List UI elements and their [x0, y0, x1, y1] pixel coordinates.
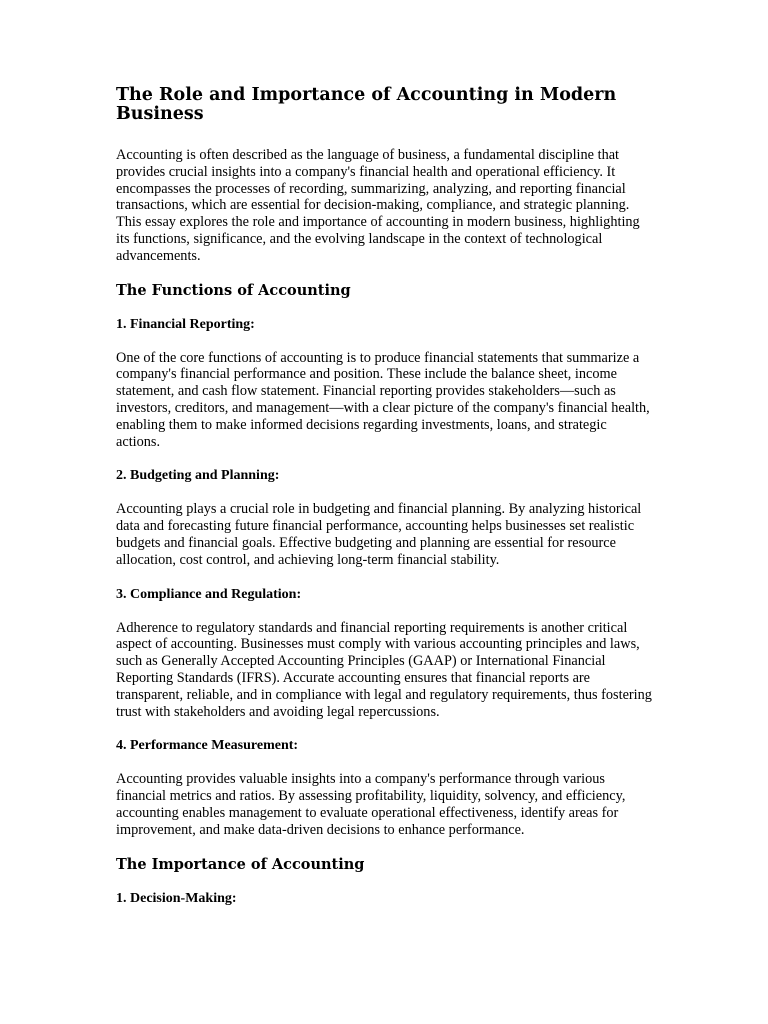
budgeting-planning-paragraph: Accounting plays a crucial role in budgeting and financial planning. By analyzing historical data and forecasting future financial performance, accounting helps businesses set realistic budgets and financial goals. Effective budgeting and planning are essential for resource allocation, cost control, and achieving long-term financial stability. — [116, 501, 642, 568]
compliance-regulation-paragraph: Adherence to regulatory standards and financial reporting requirements is another critical aspect of accounting. Businesses must comply with various accounting principles and laws, such as Generally Accepted Accounting Principles (GAAP) or International Financial Reporting Standards (IFRS). Accurate accounting ensures that financial reports are transparent, reliable, and in compliance with legal and regulatory requirements, thus fostering trust with stakeholders and avoiding legal repercussions. — [116, 619, 652, 720]
budgeting-planning-heading: 2. Budgeting and Planning: — [116, 468, 280, 484]
functions-section-heading: The Functions of Accounting — [116, 281, 351, 299]
financial-reporting-paragraph: One of the core functions of accounting is to produce financial statements that summarize a company's financial performance and position. These include the balance sheet, income statement, and cash flow statement. Financial reporting provides stakeholders—such as investors, creditors, and management—with a clear picture of the company's financial health, enabling them to make informed decisions regarding investments, loans, and strategic actions. — [116, 349, 650, 450]
importance-section-heading: The Importance of Accounting — [116, 855, 365, 873]
performance-measurement-heading: 4. Performance Measurement: — [116, 738, 299, 754]
decision-making-heading: 1. Decision-Making: — [116, 890, 237, 906]
intro-paragraph: Accounting is often described as the language of business, a fundamental discipline that provides crucial insights into a company's financial health and operational efficiency. It encompasses the processes of recording, summarizing, analyzing, and reporting financial transactions, which are essential for decision-making, compliance, and strategic planning. This essay explores the role and importance of accounting in modern business, highlighting its functions, significance, and the evolving landscape in the context of technological advancements. — [116, 147, 640, 264]
compliance-regulation-heading: 3. Compliance and Regulation: — [116, 586, 302, 602]
financial-reporting-heading: 1. Financial Reporting: — [116, 316, 255, 332]
performance-measurement-paragraph: Accounting provides valuable insights into a company's performance through various financial metrics and ratios. By assessing profitability, liquidity, solvency, and efficiency, accounting enables management to evaluate operational effectiveness, identify areas for improvement, and make data-driven decisions to enhance performance. — [116, 771, 626, 838]
document-title: The Role and Importance of Accounting in Modern Business — [116, 85, 617, 124]
